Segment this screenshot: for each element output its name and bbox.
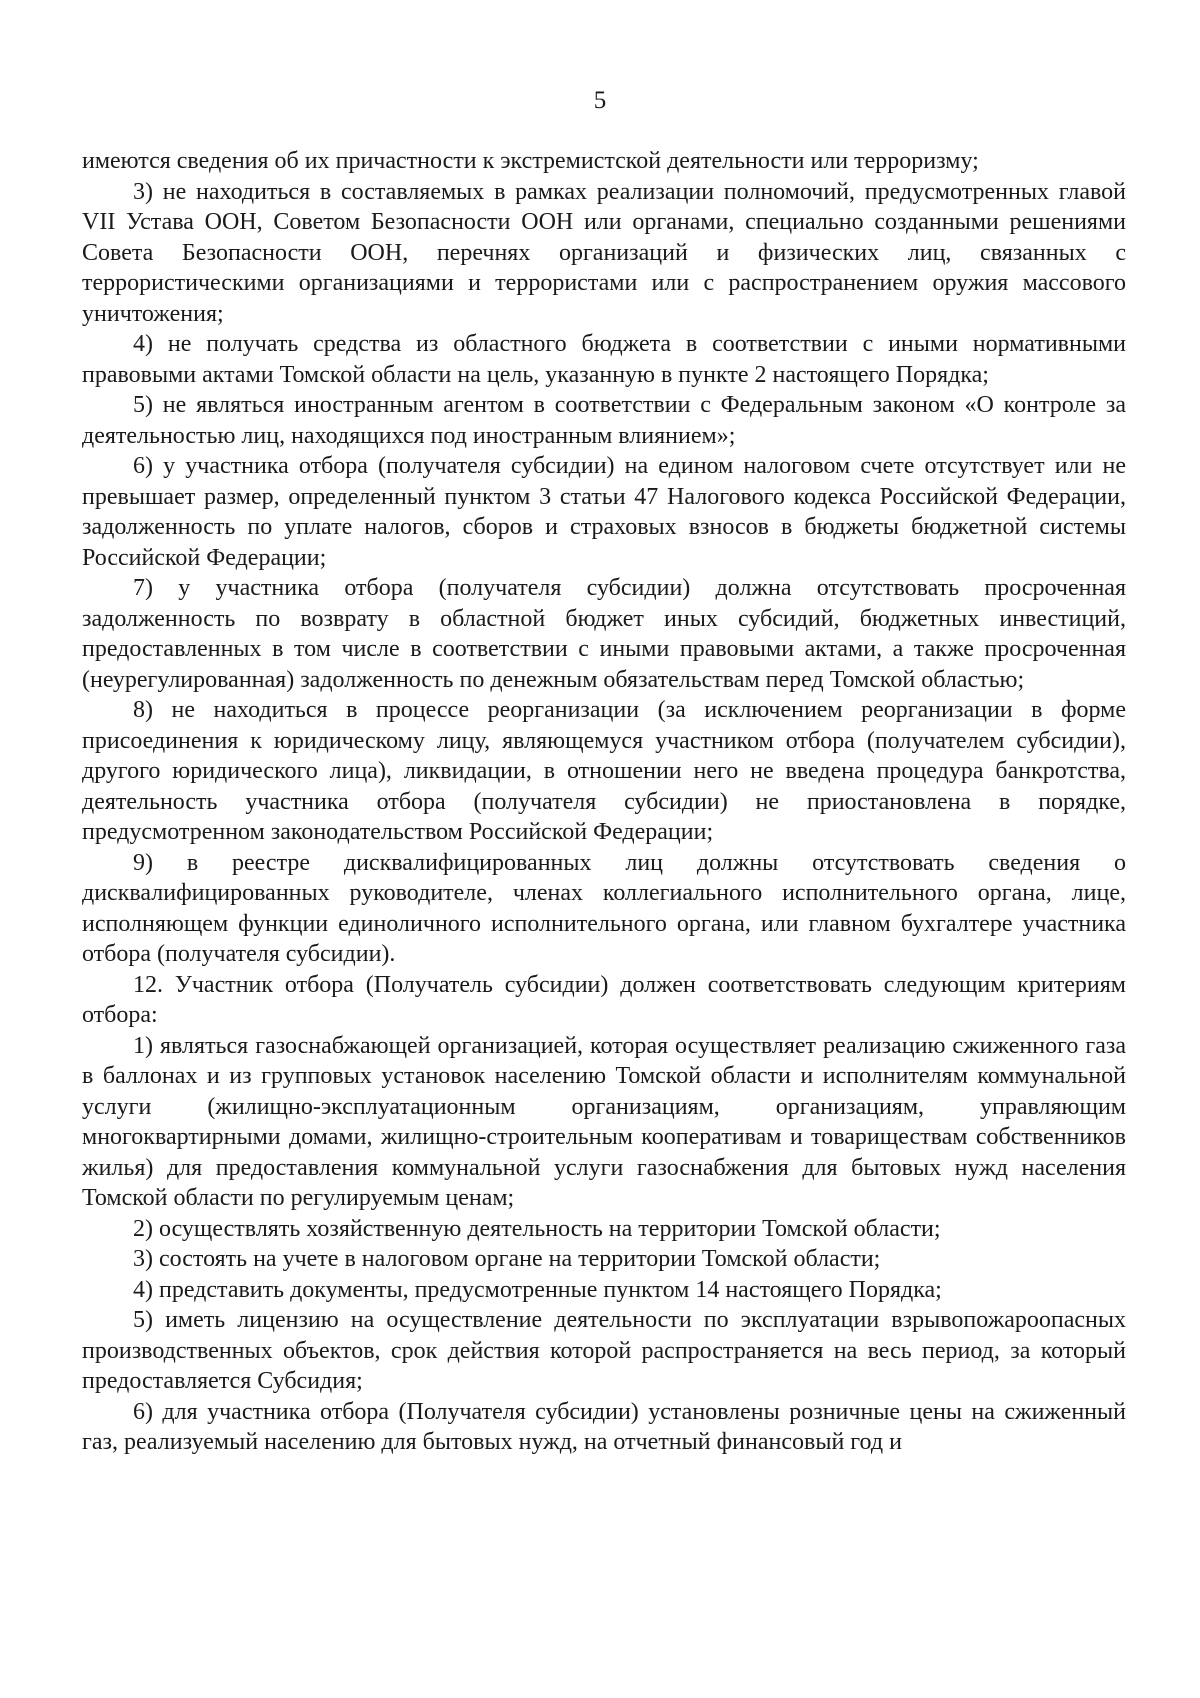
paragraph-criterion-3: 3) состоять на учете в налоговом органе на территории Томской области;: [133, 1246, 881, 1272]
document-body: [82, 146, 1126, 1458]
paragraph-item-6: 6) у участника отбора (получателя субсидии) на едином налоговом счете отсутствует или не превышает размер, определенный пунктом 3 статьи 47 Налогового кодекса Российской Федерации, задолженность по уплате налогов, сборов и страховых взносов в бюджеты бюджетной системы Российской Федерации;: [82, 453, 1126, 571]
paragraph-item-4: 4) не получать средства из областного бюджета в соответствии с иными нормативными правовыми актами Томской области на цель, указанную в пункте 2 настоящего Порядка;: [82, 331, 1126, 388]
paragraph-criterion-2: 2) осуществлять хозяйственную деятельность на территории Томской области;: [133, 1215, 941, 1242]
paragraph-item-9: 9) в реестре дисквалифицированных лиц должны отсутствовать сведения о дисквалифицированных руководителе, членах коллегиального исполнительного органа, лице, исполняющем функции единоличного исполнительного органа, или главном бухгалтере участника отбора (получателя субсидии).: [82, 849, 1126, 967]
paragraph-criterion-1: 1) являться газоснабжающей организацией, которая осуществляет реализацию сжиженного газа в баллонах и из групповых установок населению Томской области и исполнителям коммунальной услуги (жилищно-эксплуатационным организациям, организациям, управляющим многоквартирными домами, жилищно-строительным кооперативам и товариществам собственников жилья) для предоставления коммунальной услуги газоснабжения для бытовых нужд населения Томской области по регулируемым ценам;: [82, 1032, 1126, 1211]
paragraph-item-3: 3) не находиться в составляемых в рамках реализации полномочий, предусмотренных главой VII Устава ООН, Советом Безопасности ООН или органами, специально созданными решениями Совета Безопасности ООН, перечнях организаций и физических лиц, связанных с террористическими организациями и террористами или с распространением оружия массового уничтожения;: [82, 178, 1126, 327]
paragraph-criterion-5: 5) иметь лицензию на осуществление деятельности по эксплуатации взрывопожароопасных производственных объектов, срок действия которой распространяется на весь период, за который предоставляется Субсидия;: [82, 1307, 1126, 1394]
paragraph-criterion-4: 4) представить документы, предусмотренные пунктом 14 настоящего Порядка;: [133, 1276, 942, 1303]
page-number: 5: [593, 87, 607, 114]
paragraph-item-8: 8) не находиться в процессе реорганизации (за исключением реорганизации в форме присоединения к юридическому лицу, являющемуся участником отбора (получателем субсидии), другого юридического лица), ликвидации, в отношении него не введена процедура банкротства, деятельность участника отбора (получателя субсидии) не приостановлена в порядке, предусмотренном законодательством Российской Федерации;: [82, 697, 1126, 845]
paragraph-continuation: имеются сведения об их причастности к экстремистской деятельности или терроризму;: [82, 148, 979, 174]
paragraph-item-7: 7) у участника отбора (получателя субсидии) должна отсутствовать просроченная задолженность по возврату в областной бюджет иных субсидий, бюджетных инвестиций, предоставленных в том числе в соответствии с иными правовыми актами, а также просроченная (неурегулированная) задолженность по денежным обязательствам перед Томской областью;: [82, 575, 1126, 693]
paragraph-criterion-6: 6) для участника отбора (Получателя субсидии) установлены розничные цены на сжиженный газ, реализуемый населению для бытовых нужд, на отчетный финансовый год и: [82, 1398, 1126, 1455]
paragraph-clause-12: 12. Участник отбора (Получатель субсидии) должен соответствовать следующим критериям отбора:: [82, 971, 1126, 1028]
paragraph-item-5: 5) не являться иностранным агентом в соответствии с Федеральным законом «О контроле за деятельностью лиц, находящихся под иностранным влиянием»;: [82, 392, 1126, 449]
